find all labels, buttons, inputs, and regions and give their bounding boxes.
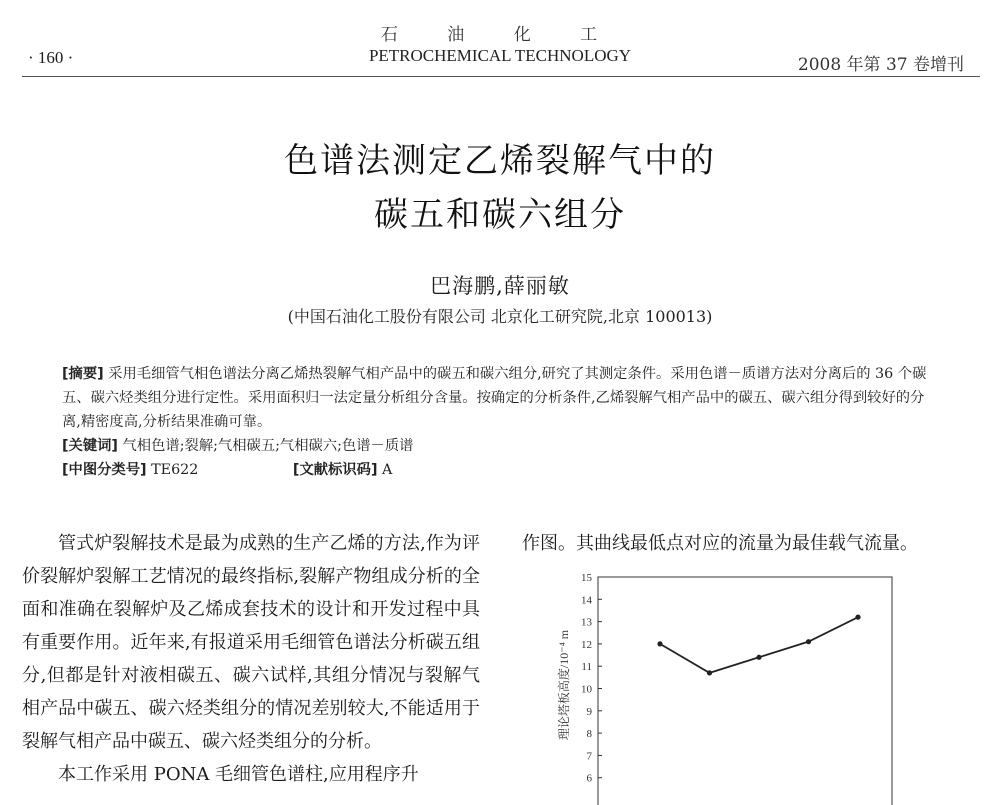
series-line <box>660 617 858 673</box>
data-point <box>855 615 860 620</box>
body-paragraph-2: 本工作采用 PONA 毛细管色谱柱,应用程序升 <box>58 764 419 785</box>
title-line-2: 碳五和碳六组分 <box>374 195 626 235</box>
series-points <box>657 615 860 676</box>
data-point <box>657 641 662 646</box>
y-tick-label: 15 <box>581 572 592 584</box>
y-tick-label: 13 <box>581 616 592 629</box>
classification-line <box>62 458 942 482</box>
y-tick-label: 14 <box>581 594 592 607</box>
y-tick-label: 11 <box>581 661 592 674</box>
clc-code: TE622 <box>151 462 199 478</box>
abstract <box>62 362 942 434</box>
y-tick-label: 9 <box>586 705 592 718</box>
body-left-column <box>22 527 480 791</box>
journal-title-en: PETROCHEMICAL TECHNOLOGY <box>368 46 632 65</box>
journal-title-cn: 石 油 化 工 <box>380 25 620 45</box>
data-point <box>707 670 712 675</box>
abstract-label: [摘要] <box>62 366 104 382</box>
authors: 巴海鹏,薛丽敏 <box>430 274 570 298</box>
paper-title <box>0 134 1000 242</box>
y-tick-label: 10 <box>581 683 592 696</box>
header-rule <box>22 76 980 77</box>
doc-code: A <box>382 462 393 478</box>
page-number: · 160 · <box>28 48 74 67</box>
abstract-block <box>62 362 942 482</box>
y-tick-label: 6 <box>586 772 592 785</box>
data-point <box>806 639 811 644</box>
y-tick-label: 12 <box>581 638 592 651</box>
title-line-1: 色谱法测定乙烯裂解气中的 <box>284 141 716 181</box>
body-right-text: 作图。其曲线最低点对应的流量为最佳载气流量。 <box>522 533 918 554</box>
keywords-label: [关键词] <box>62 438 118 454</box>
y-axis-label: 理论塔板高度/10⁻⁴ m <box>557 629 571 741</box>
y-tick-label: 8 <box>586 728 592 741</box>
y-axis-ticks <box>581 572 602 785</box>
keywords-line <box>62 434 942 458</box>
data-point <box>756 655 761 660</box>
abstract-text: 采用毛细管气相色谱法分离乙烯热裂解气相产品中的碳五和碳六组分,研究了其测定条件。采用色谱－质谱方法对分离后的 36 个碳五、碳六烃类组分进行定性。采用面积归一法定量分析组分含量。按确定的分析条件,乙烯裂解气相产品中的碳五、碳六组分得到较好的分离,精密度高,分析结果准确可靠。 <box>62 366 927 430</box>
body-paragraph-1: 管式炉裂解技术是最为成熟的生产乙烯的方法,作为评价裂解炉裂解工艺情况的最终指标,裂解产物组成分析的全面和准确在裂解炉及乙烯成套技术的设计和开发过程中具有重要作用。近年来,有报道采用毛细管色谱法分析碳五组分,但都是针对液相碳五、碳六试样,其组分情况与裂解气相产品中碳五、碳六烃类组分的情况差别较大,不能适用于裂解气相产品中碳五、碳六烃类组分的分析。 <box>22 533 480 752</box>
hetp-line-chart <box>550 565 910 805</box>
affiliation: (中国石油化工股份有限公司 北京化工研究院,北京 100013) <box>287 307 713 326</box>
plot-frame <box>598 577 892 805</box>
clc-label: [中图分类号] <box>62 462 147 478</box>
doc-code-label: [文献标识码] <box>292 462 378 478</box>
keywords: 气相色谱;裂解;气相碳五;气相碳六;色谱－质谱 <box>122 438 414 454</box>
issue-info: 2008 年第 37 卷增刊 <box>797 55 964 75</box>
y-tick-label: 7 <box>586 750 592 763</box>
